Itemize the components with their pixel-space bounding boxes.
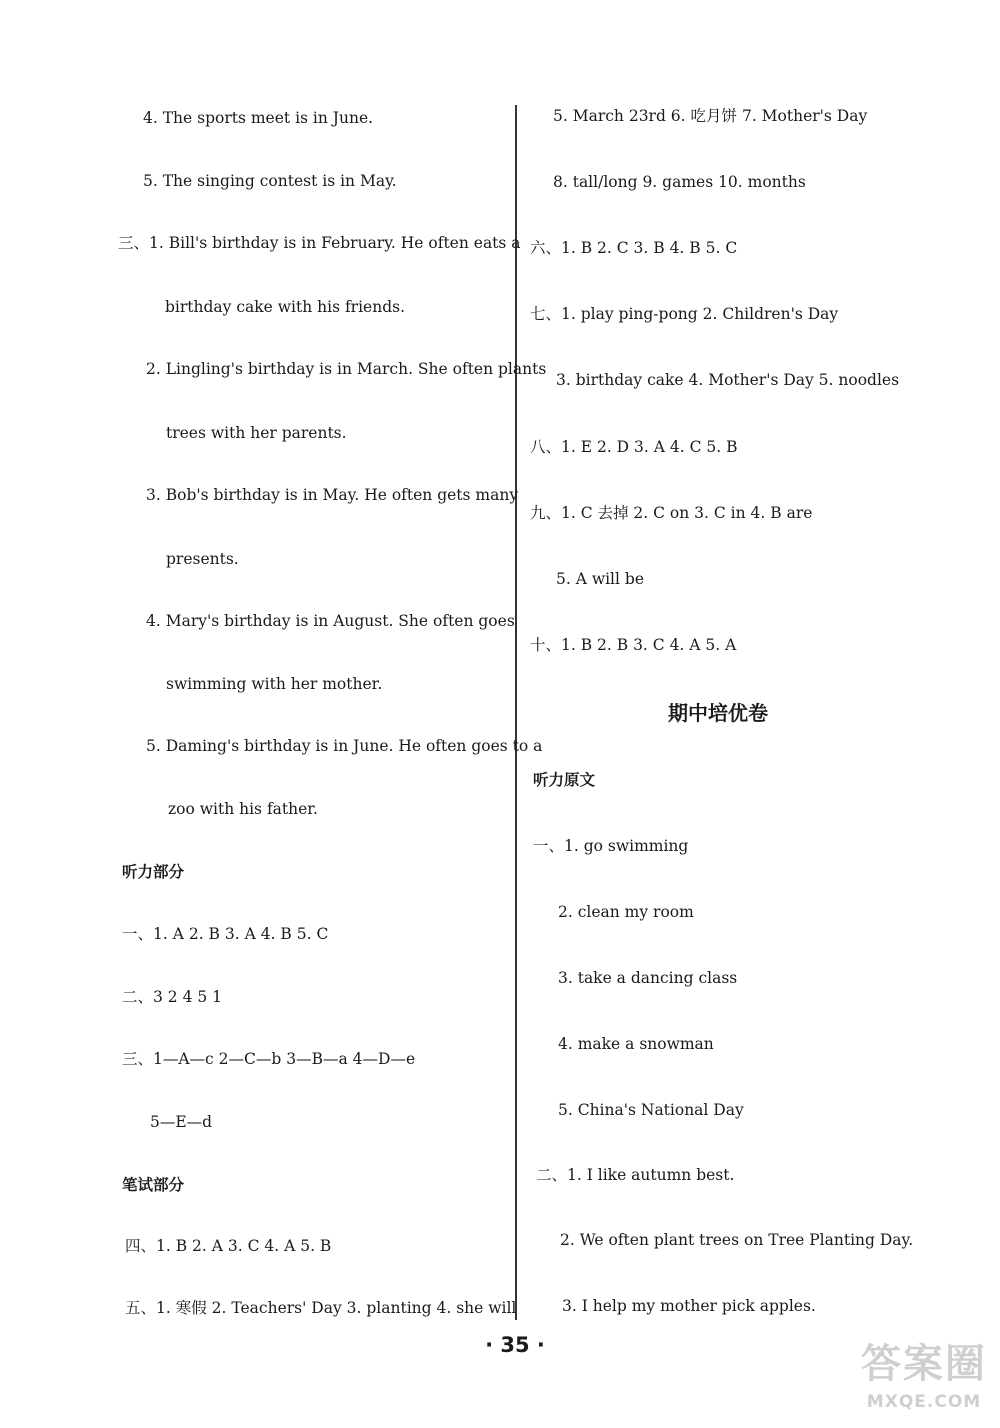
answer-line: 5—E—d bbox=[150, 1113, 213, 1131]
answer-line: 四、1. B 2. A 3. C 4. A 5. B bbox=[125, 1237, 332, 1255]
answer-line: 4. Mary's birthday is in August. She often goes bbox=[146, 612, 515, 630]
answer-line: 八、1. E 2. D 3. A 4. C 5. B bbox=[530, 438, 738, 456]
answer-line: trees with her parents. bbox=[166, 424, 347, 442]
answer-line: 4. The sports meet is in June. bbox=[143, 109, 374, 127]
answer-line: zoo with his father. bbox=[168, 800, 318, 818]
section-heading-written: 笔试部分 bbox=[122, 1176, 185, 1194]
column-divider bbox=[515, 105, 517, 1320]
section-heading-transcript: 听力原文 bbox=[533, 771, 596, 789]
answer-line: 一、1. A 2. B 3. A 4. B 5. C bbox=[122, 925, 329, 943]
answer-line: 一、1. go swimming bbox=[533, 837, 689, 855]
answer-line: 二、1. I like autumn best. bbox=[536, 1166, 735, 1184]
answer-line: 九、1. C 去掉 2. C on 3. C in 4. B are bbox=[530, 504, 813, 522]
answer-line: 三、1—A—c 2—C—b 3—B—a 4—D—e bbox=[122, 1050, 416, 1068]
answer-line: 七、1. play ping-pong 2. Children's Day bbox=[530, 305, 839, 323]
answer-line: 5. Daming's birthday is in June. He often goes to a bbox=[146, 737, 543, 755]
answer-line: 六、1. B 2. C 3. B 4. B 5. C bbox=[530, 239, 738, 257]
answer-line: birthday cake with his friends. bbox=[165, 298, 406, 316]
section-heading-listening: 听力部分 bbox=[122, 863, 185, 881]
answer-line: 3. I help my mother pick apples. bbox=[562, 1297, 816, 1315]
answer-line: 2. Lingling's birthday is in March. She often plants bbox=[146, 360, 547, 378]
answer-line: 5. China's National Day bbox=[558, 1101, 744, 1119]
answer-line: 三、1. Bill's birthday is in February. He often eats a bbox=[118, 234, 521, 252]
answer-line: 二、3 2 4 5 1 bbox=[122, 988, 223, 1006]
answer-line: 3. Bob's birthday is in May. He often gets many bbox=[146, 486, 519, 504]
answer-line: 3. take a dancing class bbox=[558, 969, 738, 987]
answer-line: 2. clean my room bbox=[558, 903, 694, 921]
watermark-bottom: MXQE.COM bbox=[866, 1392, 982, 1412]
answer-line: 2. We often plant trees on Tree Planting Day. bbox=[560, 1231, 914, 1249]
answer-line: 5. March 23rd 6. 吃月饼 7. Mother's Day bbox=[553, 107, 868, 125]
watermark-top: 答案圈 bbox=[861, 1341, 987, 1387]
watermark-logo bbox=[850, 1338, 998, 1424]
answer-line: swimming with her mother. bbox=[166, 675, 383, 693]
answer-line: 5. A will be bbox=[556, 570, 644, 588]
section-title: 期中培优卷 bbox=[668, 701, 768, 725]
answer-line: 8. tall/long 9. games 10. months bbox=[553, 173, 806, 191]
answer-line: 五、1. 寒假 2. Teachers' Day 3. planting 4. she will bbox=[125, 1299, 517, 1317]
answer-line: 5. The singing contest is in May. bbox=[143, 172, 397, 190]
answer-line: 4. make a snowman bbox=[558, 1035, 714, 1053]
answer-line: 十、1. B 2. B 3. C 4. A 5. A bbox=[530, 636, 737, 654]
page-number: · 35 · bbox=[485, 1333, 545, 1357]
answer-line: presents. bbox=[166, 550, 239, 568]
answer-line: 3. birthday cake 4. Mother's Day 5. noodles bbox=[556, 371, 900, 389]
